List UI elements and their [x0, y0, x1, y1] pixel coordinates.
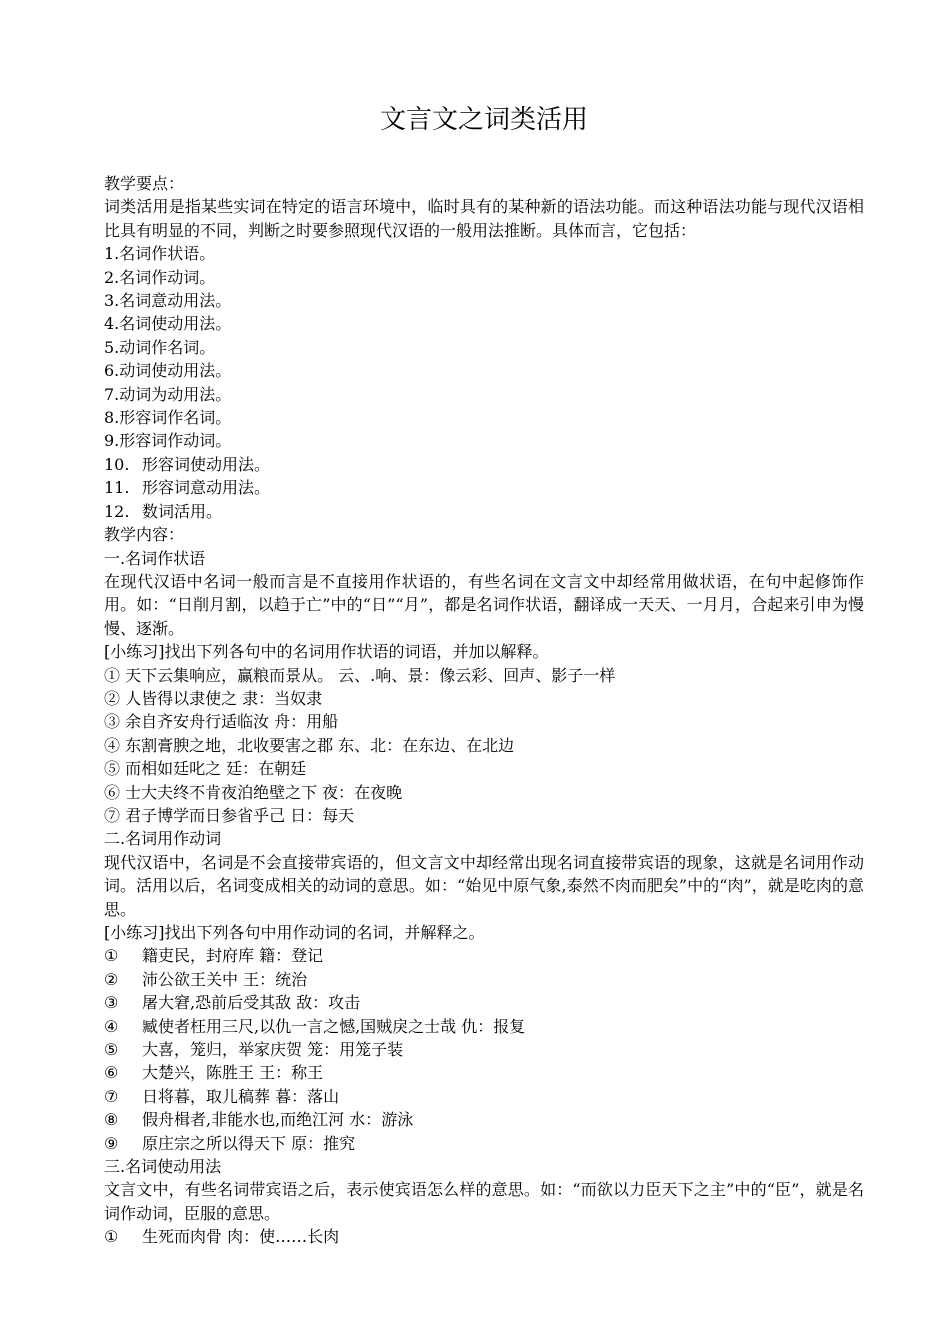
- content-heading: 教学内容：: [104, 525, 185, 545]
- list-number: 11.: [104, 478, 130, 498]
- list-item: [104, 453, 864, 476]
- item-text: 日将暮，取儿稿葬 暮：落山: [142, 1086, 340, 1106]
- exercise-item: ⑦ 君子博学而日参省乎己 日：每天: [104, 805, 355, 825]
- exercise-item: [104, 1132, 864, 1155]
- exercise-prompt: [小练习]找出下列各句中的名词用作状语的词语，并加以解释。: [104, 642, 549, 662]
- exercise-item: [104, 1038, 864, 1061]
- list-item: 5.动词作名词。: [104, 337, 216, 357]
- exercise-item: [104, 1225, 864, 1248]
- list-item: 4.名词使动用法。: [104, 314, 232, 334]
- document-title: 文言文之词类活用: [379, 105, 588, 135]
- exercise-prompt: [小练习]找出下列各句中用作动词的名词，并解释之。: [104, 923, 485, 942]
- exercise-item: [104, 1015, 864, 1038]
- list-item: 2.名词作动词。: [104, 267, 216, 287]
- list-item: 6.动词使动用法。: [104, 361, 232, 381]
- item-number: ②: [104, 969, 119, 989]
- exercise-item: ⑥ 士大夫终不肯夜泊绝壁之下 夜：在夜晚: [104, 782, 403, 802]
- list-text: 形容词使动用法。: [142, 454, 271, 474]
- section-heading: 三.名词使动用法: [104, 1157, 222, 1177]
- item-number: ①: [104, 1227, 119, 1247]
- exercise-item: ① 天下云集响应，赢粮而景从。 云、.响、景：像云彩、回声、影子一样: [104, 665, 616, 685]
- exercise-item: ③ 余自齐安舟行适临汝 舟：用船: [104, 712, 339, 732]
- exercise-item: [104, 1085, 864, 1108]
- exercise-item: [104, 1108, 864, 1131]
- list-item: 1.名词作状语。: [104, 244, 216, 264]
- section-paragraph: 文言文中，有些名词带宾语之后，表示使宾语怎么样的意思。如：“而欲以力臣天下之主”中的“臣”，就是名词作动词，臣服的意思。: [104, 1180, 864, 1223]
- intro-paragraph: 词类活用是指某些实词在特定的语言环境中，临时具有的某种新的语法功能。而这种语法功能与现代汉语相比具有明显的不同，判断之时要参照现代汉语的一般用法推断。具体而言，它包括：: [104, 197, 864, 240]
- exercise-item: ② 人皆得以隶使之 隶：当奴隶: [104, 688, 323, 708]
- item-number: ⑦: [104, 1086, 119, 1106]
- item-text: 大楚兴，陈胜王 王：称王: [142, 1063, 324, 1083]
- exercise-item: [104, 944, 864, 967]
- item-text: 沛公欲王关中 王：统治: [142, 969, 308, 989]
- exercise-item: [104, 991, 864, 1014]
- section-paragraph: 在现代汉语中名词一般而言是不直接用作状语的，有些名词在文言文中却经常用做状语，在句中起修饰作用。如：“日削月割，以趋于亡”中的“日”“月”，都是名词作状语，翻译成一天天、一月月，合起来引申为慢慢、逐渐。: [104, 571, 864, 638]
- item-text: 生死而肉骨 肉：使……长肉: [142, 1227, 340, 1247]
- item-number: ⑨: [104, 1133, 119, 1153]
- list-text: 形容词意动用法。: [142, 478, 271, 498]
- list-item: 7.动词为动用法。: [104, 384, 232, 404]
- item-number: ⑥: [104, 1063, 119, 1083]
- item-number: ⑧: [104, 1110, 119, 1130]
- list-number: 12.: [104, 501, 130, 521]
- document-page: [104, 100, 864, 1249]
- item-text: 假舟楫者,非能水也,而绝江河 水：游泳: [142, 1110, 414, 1130]
- item-number: ⑤: [104, 1040, 119, 1060]
- item-number: ③: [104, 993, 119, 1013]
- item-number: ①: [104, 946, 119, 966]
- list-item: 8.形容词作名词。: [104, 408, 232, 428]
- item-text: 臧使者枉用三尺,以仇一言之憾,国贼戾之士哉 仇：报复: [142, 1016, 526, 1036]
- exercise-item: [104, 968, 864, 991]
- list-item: [104, 500, 864, 523]
- section-heading: 二.名词用作动词: [104, 829, 222, 849]
- exercise-item: ⑤ 而相如廷叱之 廷：在朝廷: [104, 759, 307, 779]
- item-text: 屠大窘,恐前后受其敌 敌：攻击: [142, 993, 361, 1013]
- list-text: 数词活用。: [142, 501, 223, 521]
- key-points-heading: 教学要点：: [104, 174, 185, 193]
- section-heading: 一.名词作状语: [104, 548, 206, 568]
- list-number: 10.: [104, 454, 130, 474]
- exercise-item: [104, 1061, 864, 1084]
- item-text: 原庄宗之所以得天下 原：推究: [142, 1133, 356, 1153]
- list-item: 9.形容词作动词。: [104, 431, 232, 451]
- list-item: 3.名词意动用法。: [104, 291, 232, 311]
- section-paragraph: 现代汉语中，名词是不会直接带宾语的，但文言文中却经常出现名词直接带宾语的现象，这就是名词用作动词。活用以后，名词变成相关的动词的意思。如：“始见中原气象,泰然不肉而肥矣”中的“肉”，就是吃肉的意思。: [104, 852, 864, 919]
- item-text: 大喜，笼归，举家庆贺 笼：用笼子装: [142, 1040, 404, 1060]
- exercise-item: ④ 东割膏腴之地，北收要害之郡 东、北：在东边、在北边: [104, 735, 515, 755]
- item-text: 籍吏民，封府库 籍：登记: [142, 946, 324, 966]
- list-item: [104, 476, 864, 499]
- item-number: ④: [104, 1016, 119, 1036]
